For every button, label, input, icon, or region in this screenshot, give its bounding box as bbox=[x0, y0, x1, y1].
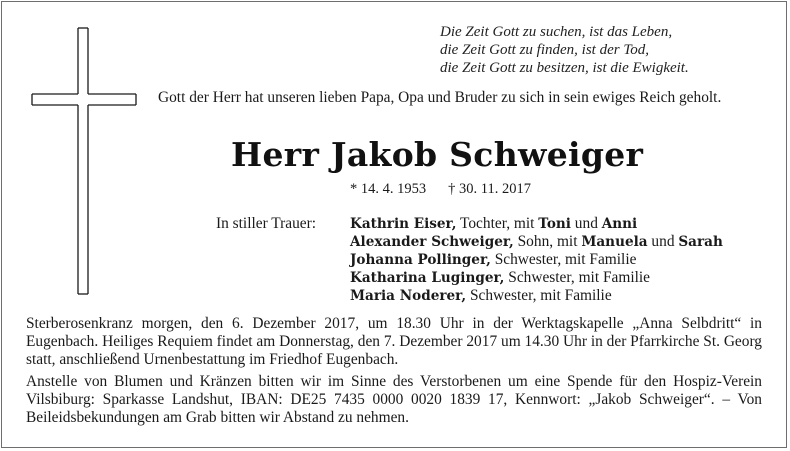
list-item: Johanna Pollinger, Schwester, mit Familie bbox=[350, 251, 637, 268]
mourner-name: Anni bbox=[601, 216, 638, 232]
mourner-name: Johanna Pollinger, bbox=[350, 252, 491, 268]
intro-text: Gott der Herr hat unseren lieben Papa, Opa und Bruder zu sich in sein ewiges Reich geholt. bbox=[158, 89, 722, 106]
mourner-name: Alexander Schweiger, bbox=[350, 234, 514, 250]
mourner-name: Sarah bbox=[678, 234, 723, 250]
mourner-name: Kathrin Eiser, bbox=[350, 216, 457, 232]
verse-line-2: die Zeit Gott zu finden, ist der Tod, bbox=[440, 42, 650, 58]
donation-info-paragraph: Anstelle von Blumen und Kränzen bitten wir im Sinne des Verstorbenen um eine Spende für den Hospiz-Verein Vilsbiburg: Sparkasse Landshut, IBAN: DE25 7435 0000 0020 1839 17, Kennwort: „Jakob Schweiger“. – Von Beileidsbekundungen am Grab bitten wir Abstand zu nehmen. bbox=[26, 373, 762, 426]
life-dates bbox=[350, 180, 531, 198]
verse-line-1: Die Zeit Gott zu suchen, ist das Leben, bbox=[440, 24, 673, 40]
list-item: Maria Noderer, Schwester, mit Familie bbox=[350, 287, 612, 304]
list-item: Katharina Luginger, Schwester, mit Familie bbox=[350, 269, 650, 286]
mourner-name: Manuela bbox=[581, 234, 648, 250]
mourning-label: In stiller Trauer: bbox=[216, 215, 317, 232]
mourner-name: Toni bbox=[538, 216, 571, 232]
birth-date: * 14. 4. 1953 bbox=[350, 181, 427, 197]
service-info-paragraph: Sterberosenkranz morgen, den 6. Dezember 2017, um 18.30 Uhr in der Werktagskapelle „Anna Selbdritt“ in Eugenbach. Heiliges Requiem findet am Donnerstag, den 7. Dezember 2017 um 14.30 Uhr in der Pfarrkirche St. Georg statt, anschließend Urnenbestattung im Friedhof Eugenbach. bbox=[26, 315, 762, 368]
bible-verse bbox=[440, 23, 689, 77]
mourner-name: Maria Noderer, bbox=[350, 288, 467, 304]
list-item: Kathrin Eiser, Tochter, mit Toni und Anni bbox=[350, 215, 638, 232]
cross-icon bbox=[0, 0, 140, 305]
deceased-name: Herr Jakob Schweiger bbox=[231, 135, 644, 174]
mourner-name: Katharina Luginger, bbox=[350, 270, 505, 286]
list-item: Alexander Schweiger, Sohn, mit Manuela und Sarah bbox=[350, 233, 723, 250]
death-date: † 30. 11. 2017 bbox=[448, 181, 531, 197]
verse-line-3: die Zeit Gott zu besitzen, ist die Ewigkeit. bbox=[440, 60, 689, 76]
mourners-list bbox=[350, 215, 723, 305]
